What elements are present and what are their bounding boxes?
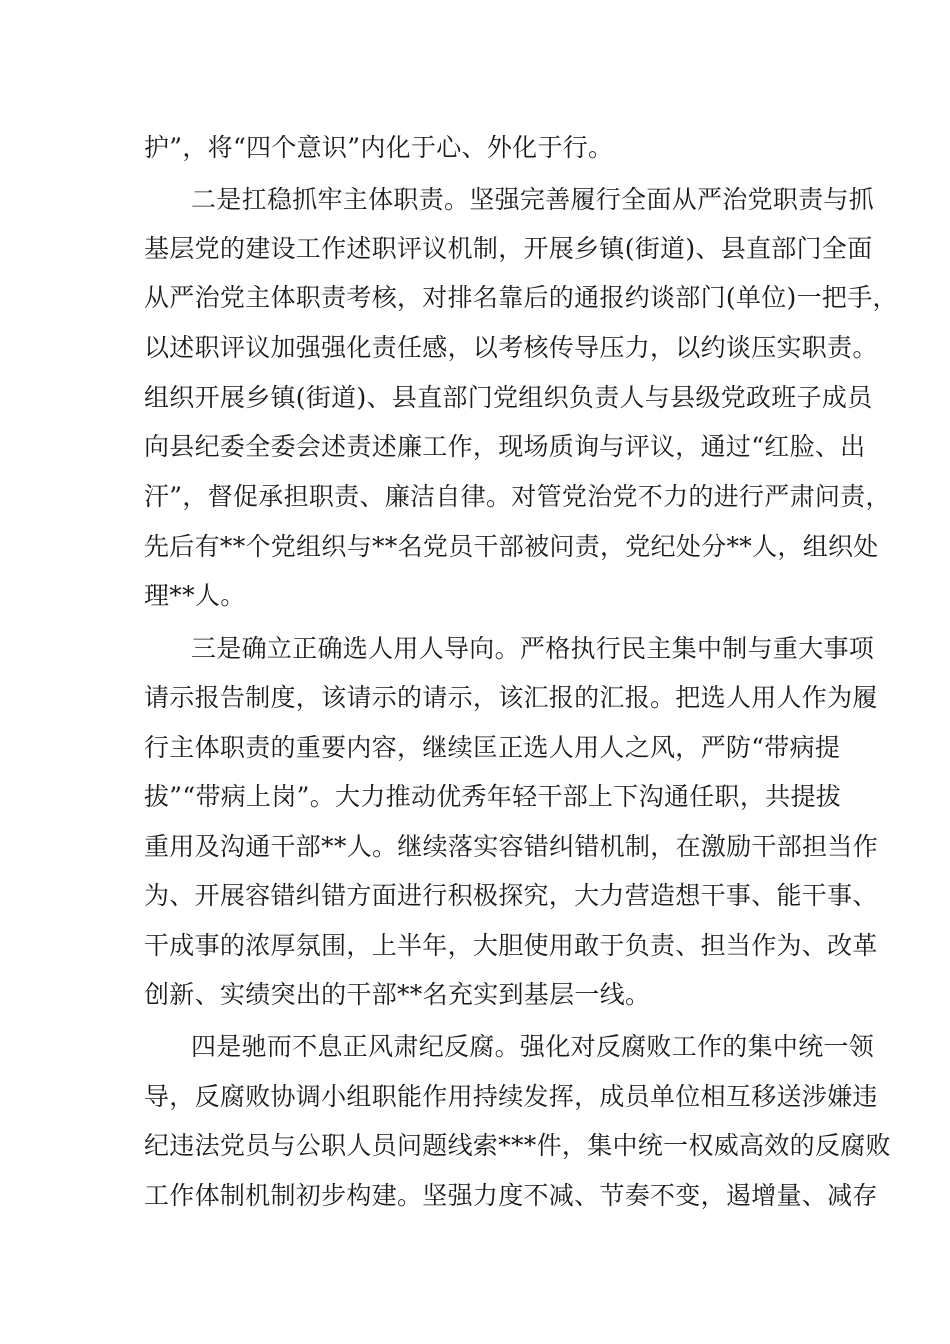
- text-line: 导，反腐败协调小组职能作用持续发挥，成员单位相互移送涉嫌违: [144, 1082, 878, 1111]
- text-line: 拔”“带病上岗”。大力推动优秀年轻干部上下沟通任职，共提拔: [144, 782, 842, 811]
- paragraph-4-first-line: 四是驰而不息正风肃纪反腐。强化对反腐败工作的集中统一领: [191, 1032, 875, 1061]
- text-line: 护”，将“四个意识”内化于心、外化于行。: [144, 133, 614, 162]
- text-line: 汗”，督促承担职责、廉洁自律。对管党治党不力的进行严肃问责，: [144, 482, 891, 511]
- text-line: 干成事的浓厚氛围，上半年，大胆使用敢于负责、担当作为、改革: [144, 931, 878, 960]
- text-line: 请示报告制度，该请示的请示，该汇报的汇报。把选人用人作为履: [144, 683, 878, 712]
- text-line: 向县纪委全委会述责述廉工作，现场质询与评议，通过“红脸、出: [144, 432, 866, 461]
- text-line: 纪违法党员与公职人员问题线索***件，集中统一权威高效的反腐败: [144, 1131, 891, 1160]
- text-line: 为、开展容错纠错方面进行积极探究，大力营造想干事、能干事、: [144, 881, 878, 910]
- text-line: 工作体制机制初步构建。坚强力度不减、节奏不变，遏增量、减存: [144, 1181, 878, 1210]
- text-line: 理**人。: [144, 581, 246, 610]
- paragraph-3-first-line: 三是确立正确选人用人导向。严格执行民主集中制与重大事项: [191, 634, 875, 663]
- text-line: 基层党的建设工作述职评议机制，开展乡镇(街道)、县直部门全面: [144, 234, 873, 263]
- text-line: 先后有**个党组织与**名党员干部被问责，党纪处分**人，组织处: [144, 532, 879, 561]
- paragraph-2-first-line: 二是扛稳抓牢主体职责。坚强完善履行全面从严治党职责与抓: [191, 185, 875, 214]
- text-line: 重用及沟通干部**人。继续落实容错纠错机制，在激励干部担当作: [144, 832, 879, 861]
- text-line: 行主体职责的重要内容，继续匡正选人用人之风，严防“带病提: [144, 733, 841, 762]
- text-line: 以述职评议加强强化责任感，以考核传导压力，以约谈压实职责。: [144, 333, 878, 362]
- text-line: 从严治党主体职责考核，对排名靠后的通报约谈部门(单位)一把手，: [144, 283, 898, 312]
- text-line: 组织开展乡镇(街道)、县直部门党组织负责人与县级党政班子成员: [144, 383, 873, 412]
- text-line: 创新、实绩突出的干部**名充实到基层一线。: [144, 980, 651, 1009]
